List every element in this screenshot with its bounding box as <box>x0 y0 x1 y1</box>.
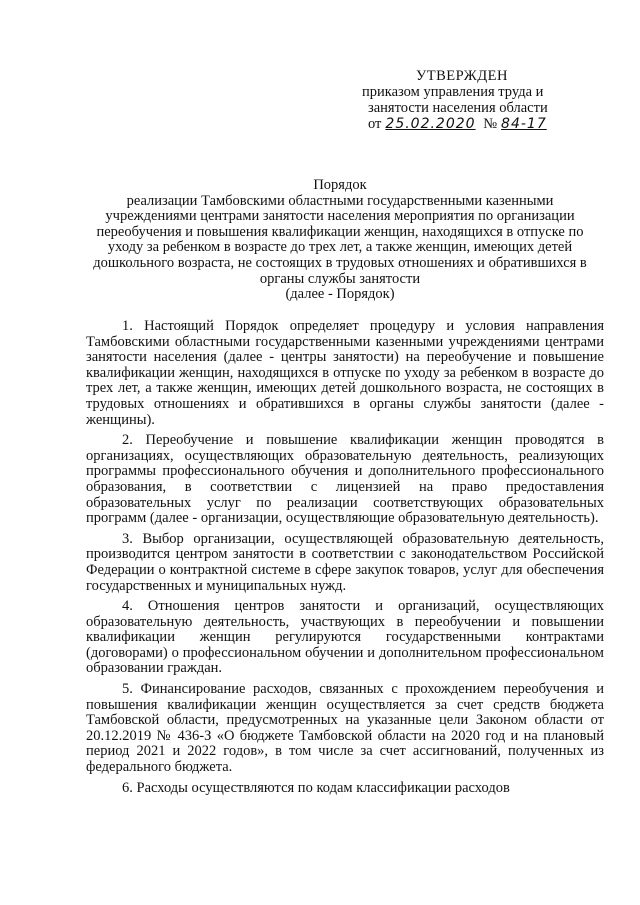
title-heading: Порядок <box>313 177 367 193</box>
approval-title: УТВЕРЖДЕН <box>416 68 508 84</box>
title-line: дошкольного возраста, не состоящих в трудовых отношениях и обратившихся в <box>93 254 587 271</box>
approval-stamp-block <box>362 68 592 132</box>
approval-line-2: занятости населения области <box>368 100 548 116</box>
document-body <box>86 319 604 798</box>
approval-line-1: приказом управления труда и <box>362 84 544 100</box>
paragraph-3: 3. Выбор организации, осуществляющей образовательную деятельность, производится центром занятости в соответствии с законодательством Российской Федерации о контрактной системе в сфере закупок товаров, услуг для обеспечения государственных и муниципальных нужд. <box>86 530 604 594</box>
paragraph-4: 4. Отношения центров занятости и организаций, осуществляющих образовательную деятельность, участвующих в переобучении и повышении квалификации женщин регулируются государственными контрактами (договорами) о профессиональном обучении и дополнительном профессиональном образовании граждан. <box>86 598 604 677</box>
handwritten-number: 84-17 <box>501 116 547 132</box>
handwritten-date: 25.02.2020 <box>385 116 476 132</box>
approval-date-number <box>368 116 592 132</box>
date-prefix: от <box>368 116 382 132</box>
paragraph-1: 1. Настоящий Порядок определяет процедуру и условия направления Тамбовскими областными государственными казенными учреждениями центрами занятости населения (далее - центры занятости) на переобучение и повышение квалификации женщин, находящихся в отпуске по уходу за ребенком в возрасте до трех лет, а также женщин, имеющих детей дошкольного возраста, не состоящих в трудовых отношениях и обратившихся в органы службы занятости (далее - женщины). <box>86 318 604 428</box>
title-line: уходу за ребенком в возрасте до трех лет, а также женщин, имеющих детей <box>107 239 573 256</box>
title-line: (далее - Порядок) <box>285 286 395 303</box>
title-line: переобучения и повышения квалификации женщин, находящихся в отпуске по <box>96 223 584 240</box>
title-line: реализации Тамбовскими областными государственными казенными <box>126 192 554 209</box>
paragraph-5: 5. Финансирование расходов, связанных с прохождением переобучения и повышения квалификации женщин осуществляется за счет средств бюджета Тамбовской области, предусмотренных на указанные цели Законом области от 20.12.2019 № 436-З «О бюджете Тамбовской области на 2020 год и на плановый период 2021 и 2022 годов», в том числе за счет ассигнований, полученных из федерального бюджета. <box>86 681 604 776</box>
document-title <box>80 178 600 303</box>
number-prefix: № <box>483 116 498 132</box>
title-line: учреждениями центрами занятости населения мероприятия по организации <box>105 208 575 225</box>
title-line: органы службы занятости <box>259 270 421 287</box>
paragraph-6: 6. Расходы осуществляются по кодам классификации расходов <box>122 779 510 796</box>
paragraph-2: 2. Переобучение и повышение квалификации женщин проводятся в организациях, осуществляющих образовательную деятельность, реализующих программы профессионального обучения и дополнительного профессионального образования, в соответствии с лицензией на право предоставления образовательных услуг по реализации соответствующих образовательных программ (далее - организации, осуществляющие образовательную деятельность). <box>86 432 604 527</box>
